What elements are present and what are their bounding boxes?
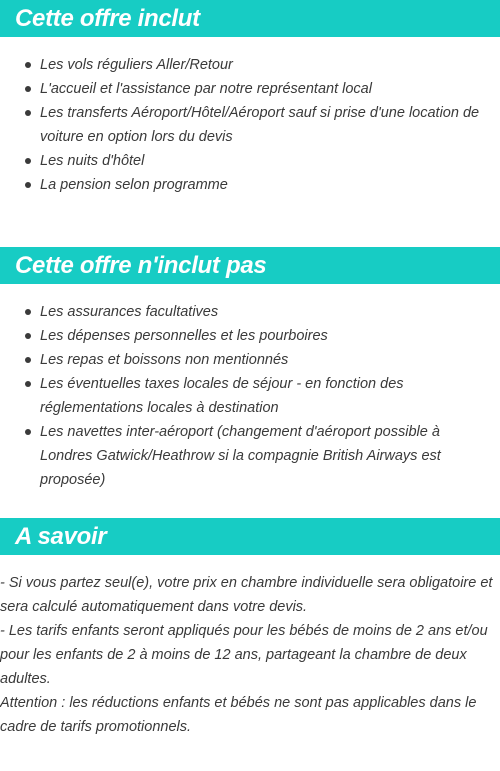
included-section-title: Cette offre inclut xyxy=(0,0,500,37)
bullet-icon xyxy=(25,357,31,363)
list-item-text: Les nuits d'hôtel xyxy=(40,153,145,169)
list-item-text: Les dépenses personnelles et les pourboires xyxy=(40,328,328,344)
info-paragraph: - Les tarifs enfants seront appliqués pour les bébés de moins de 2 ans et/ou pour les enfants de 2 à moins de 12 ans, partageant la chambre de deux adultes. xyxy=(0,623,488,687)
list-item-text: L'accueil et l'assistance par notre représentant local xyxy=(40,81,372,97)
bullet-icon xyxy=(25,333,31,339)
list-item xyxy=(40,77,495,101)
bullet-icon xyxy=(25,62,31,68)
list-item xyxy=(40,420,495,492)
bullet-icon xyxy=(25,86,31,92)
bullet-icon xyxy=(25,158,31,164)
info-paragraph: Attention : les réductions enfants et bébés ne sont pas applicables dans le cadre de tarifs promotionnels. xyxy=(0,695,477,735)
list-item xyxy=(40,101,495,149)
bullet-icon xyxy=(25,309,31,315)
list-item-text: Les navettes inter-aéroport (changement d'aéroport possible à Londres Gatwick/Heathrow si la compagnie British Airways est proposée) xyxy=(40,424,441,488)
list-item-text: La pension selon programme xyxy=(40,177,228,193)
bullet-icon xyxy=(25,429,31,435)
list-item xyxy=(40,324,495,348)
list-item-text: Les transferts Aéroport/Hôtel/Aéroport sauf si prise d'une location de voiture en option lors du devis xyxy=(40,105,480,145)
info-paragraph: - Si vous partez seul(e), votre prix en chambre individuelle sera obligatoire et sera calculé automatiquement dans votre devis. xyxy=(0,575,493,615)
list-item xyxy=(40,173,495,197)
included-list xyxy=(0,53,495,197)
bullet-icon xyxy=(25,110,31,116)
excluded-section-title: Cette offre n'inclut pas xyxy=(0,247,500,284)
info-notes xyxy=(0,571,500,739)
list-item xyxy=(40,53,495,77)
excluded-list xyxy=(0,300,495,492)
info-section-title: A savoir xyxy=(0,518,500,555)
list-item-text: Les vols réguliers Aller/Retour xyxy=(40,57,233,73)
list-item-text: Les éventuelles taxes locales de séjour - en fonction des réglementations locales à destination xyxy=(40,376,404,416)
list-item-text: Les assurances facultatives xyxy=(40,304,219,320)
list-item xyxy=(40,348,495,372)
bullet-icon xyxy=(25,182,31,188)
list-item xyxy=(40,300,495,324)
list-item-text: Les repas et boissons non mentionnés xyxy=(40,352,289,368)
bullet-icon xyxy=(25,381,31,387)
list-item xyxy=(40,372,495,420)
list-item xyxy=(40,149,495,173)
